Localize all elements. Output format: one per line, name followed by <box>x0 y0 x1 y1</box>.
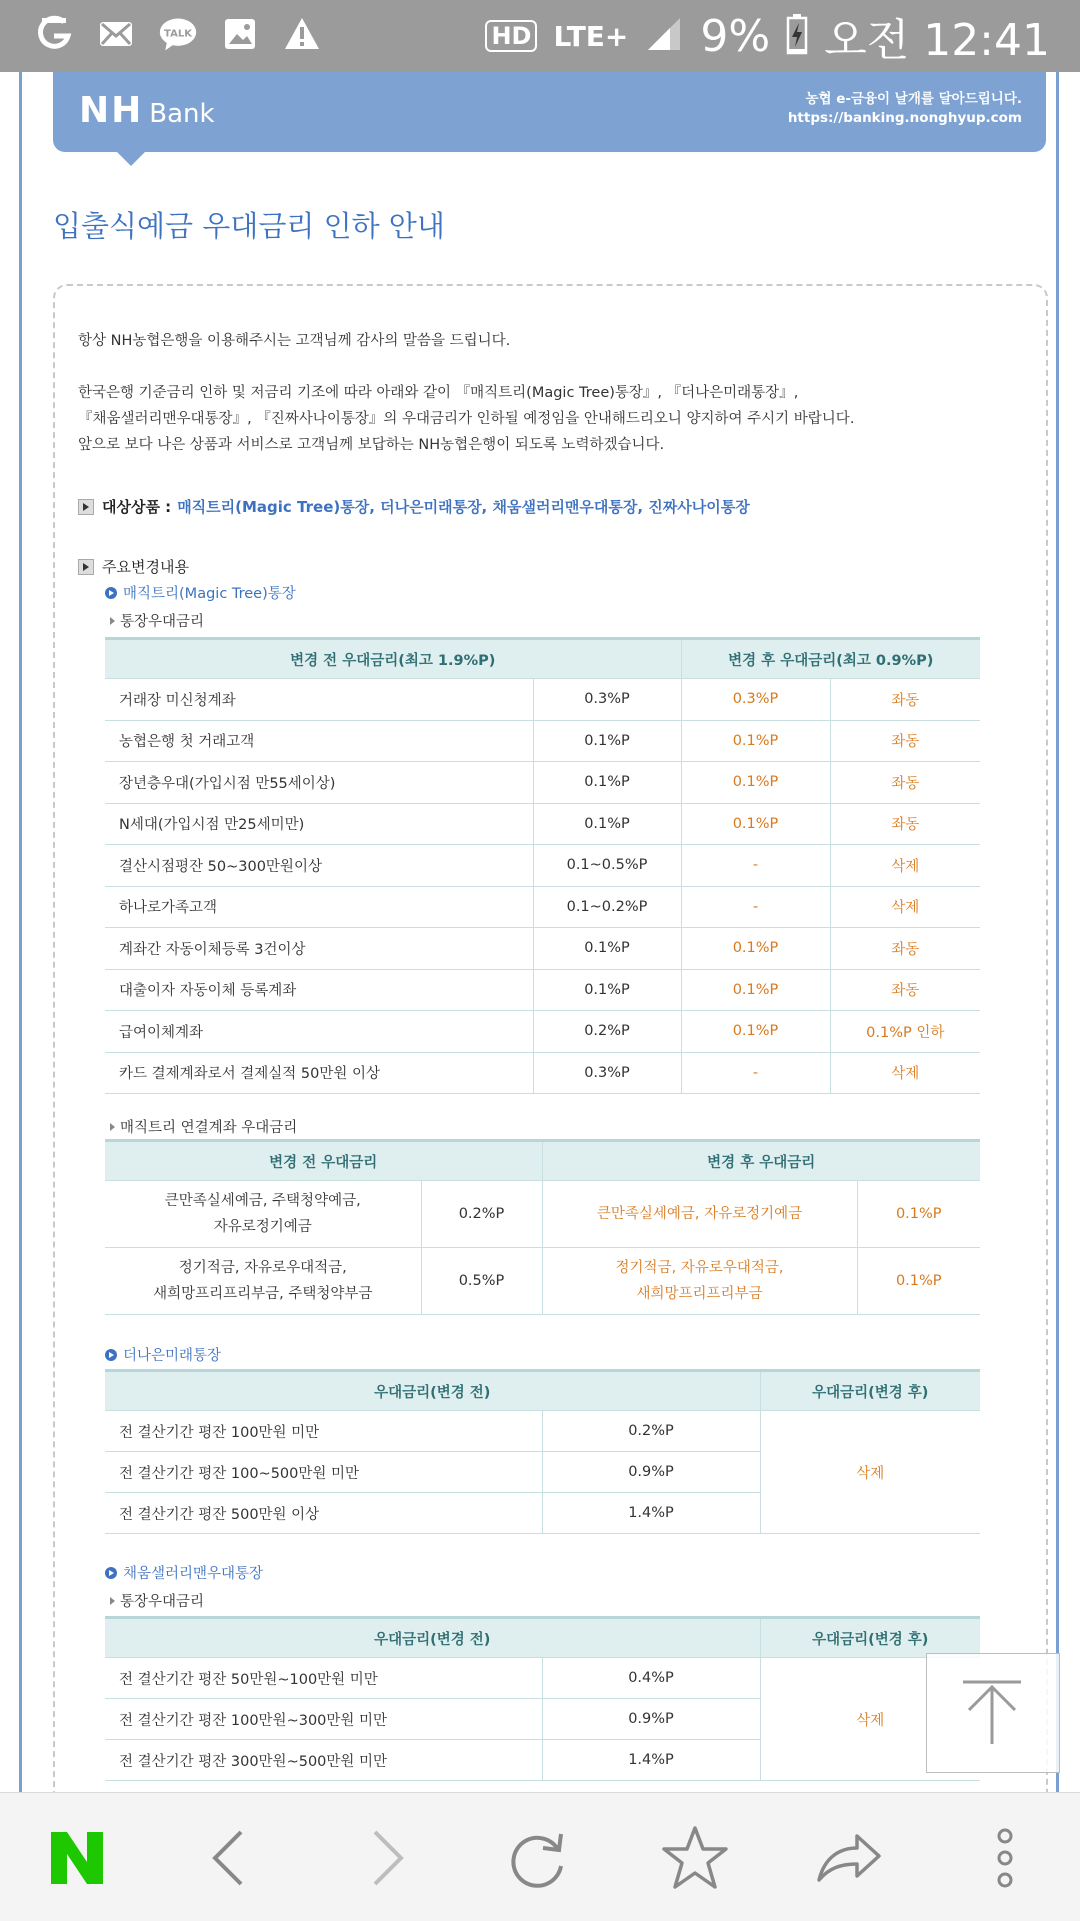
item-cell: 농협은행 첫 거래고객 <box>105 720 533 762</box>
rate-cell: 0.2%P <box>542 1411 760 1452</box>
after-value-cell: 삭제 <box>760 1411 980 1534</box>
intro-line-2: 한국은행 기준금리 인하 및 저금리 기조에 따라 아래와 같이 『매직트리(Magic Tree)통장』, 『더나은미래통장』, <box>78 385 799 401</box>
status-cell: 좌동 <box>830 928 980 970</box>
magic-tree-linked-table <box>105 1139 980 1315</box>
item-cell: 전 결산기간 평잔 300만원~500만원 미만 <box>105 1740 542 1781</box>
table-row <box>105 762 980 804</box>
after-rate-cell: 0.1%P <box>681 928 830 970</box>
after-products-cell <box>542 1248 857 1315</box>
status-cell: 좌동 <box>830 969 980 1011</box>
item-cell: 전 결산기간 평잔 100~500만원 미만 <box>105 1452 542 1493</box>
table-row <box>105 969 980 1011</box>
logo-bank: Bank <box>149 99 215 129</box>
before-products-cell <box>105 1181 421 1248</box>
table-row <box>105 1011 980 1053</box>
sm-header-before: 우대금리(변경 전) <box>105 1618 760 1658</box>
naver-n-icon[interactable] <box>42 1823 112 1893</box>
after-products-cell <box>542 1181 857 1248</box>
item-cell: 하나로가족고객 <box>105 886 533 928</box>
item-cell: 전 결산기간 평잔 100만원~300만원 미만 <box>105 1699 542 1740</box>
target-products-list: 매직트리(Magic Tree)통장, 더나은미래통장, 채움샐러리맨우대통장, 진짜사나이통장 <box>177 498 750 516</box>
before-products-line: 자유로정기예금 <box>213 1219 312 1235</box>
status-cell: 좌동 <box>830 803 980 845</box>
table-row <box>105 1181 980 1248</box>
item-cell: 카드 결제계좌로서 결제실적 50만원 이상 <box>105 1052 533 1094</box>
rate-cell: 0.4%P <box>542 1658 760 1699</box>
item-cell: 전 결산기간 평잔 500만원 이상 <box>105 1493 542 1534</box>
item-cell: 전 결산기간 평잔 50만원~100만원 미만 <box>105 1658 542 1699</box>
main-changes-heading <box>78 556 189 577</box>
nh-bank-logo[interactable] <box>79 90 215 131</box>
bullet-arrow-icon <box>78 499 94 515</box>
better-future-heading <box>105 1344 221 1365</box>
status-cell: 삭제 <box>830 886 980 928</box>
after-rate-cell: 0.1%P <box>681 720 830 762</box>
table-header-row <box>105 639 980 679</box>
table-row <box>105 1052 980 1094</box>
browser-toolbar <box>0 1792 1080 1921</box>
after-rate-cell: - <box>681 1052 830 1094</box>
banner-url[interactable]: https://banking.nonghyup.com <box>787 110 1022 126</box>
magic-tree-rate-table <box>105 637 980 1094</box>
status-cell: 좌동 <box>830 720 980 762</box>
item-cell: 장년층우대(가입시점 만55세이상) <box>105 762 533 804</box>
table-row <box>105 928 980 970</box>
scroll-to-top-button[interactable] <box>926 1653 1060 1773</box>
rate-cell: 1.4%P <box>542 1740 760 1781</box>
frame-border-left <box>19 72 22 1792</box>
triangle-bullet-icon <box>110 617 115 625</box>
after-rate-cell: 0.1%P <box>857 1248 980 1315</box>
salaryman-title: 채움샐러리맨우대통장 <box>123 1566 264 1582</box>
salaryman-table <box>105 1616 980 1781</box>
banner-tagline <box>788 90 1022 128</box>
status-bar <box>0 0 1080 72</box>
salaryman-account-rate-heading <box>110 1590 204 1611</box>
after-value-cell: 삭제 <box>760 1658 980 1781</box>
bookmark-star-icon[interactable] <box>660 1823 730 1893</box>
target-products-label: 대상상품 : <box>102 498 172 516</box>
bf-header-after: 우대금리(변경 후) <box>760 1371 980 1411</box>
forward-icon[interactable] <box>350 1823 420 1893</box>
hd-icon: HD <box>485 20 537 52</box>
after-products-line: 정기적금, 자유로우대적금, <box>615 1260 784 1276</box>
intro-line-1: 항상 NH농협은행을 이용해주시는 고객님께 감사의 말씀을 드립니다. <box>78 333 511 349</box>
bullet-arrow-icon <box>78 559 94 575</box>
table-row <box>105 679 980 721</box>
before-rate-cell: 0.1%P <box>533 762 681 804</box>
circle-arrow-icon <box>105 1349 117 1361</box>
table-header-row <box>105 1618 980 1658</box>
table-row <box>105 720 980 762</box>
better-future-table <box>105 1369 980 1534</box>
table-row <box>105 803 980 845</box>
triangle-bullet-icon <box>110 1123 115 1131</box>
status-cell: 삭제 <box>830 845 980 887</box>
svg-text:TALK: TALK <box>164 28 192 40</box>
before-rate-cell: 0.1%P <box>533 720 681 762</box>
after-rate-cell: 0.3%P <box>681 679 830 721</box>
after-products-line: 새희망프리프리부금 <box>636 1286 763 1302</box>
after-rate-cell: 0.1%P <box>681 762 830 804</box>
salaryman-account-rate-label: 통장우대금리 <box>120 1594 205 1610</box>
after-rate-cell: 0.1%P <box>857 1181 980 1248</box>
circle-arrow-icon <box>105 587 117 599</box>
rate-cell: 0.9%P <box>542 1452 760 1493</box>
circle-arrow-icon <box>105 1567 117 1579</box>
intro-line-4: 앞으로 보다 나은 상품과 서비스로 고객님께 보답하는 NH농협은행이 되도록 노력하겠습니다. <box>78 437 665 453</box>
status-cell: 삭제 <box>830 1052 980 1094</box>
system-indicators <box>485 6 1050 66</box>
g-icon <box>34 14 74 54</box>
target-products <box>78 496 750 517</box>
before-products-cell <box>105 1248 421 1315</box>
before-products-line: 정기적금, 자유로우대적금, <box>178 1260 347 1276</box>
item-cell: 계좌간 자동이체등록 3건이상 <box>105 928 533 970</box>
after-rate-cell: 0.1%P <box>681 803 830 845</box>
item-cell: N세대(가입시점 만25세미만) <box>105 803 533 845</box>
clock: 오전 12:41 <box>824 15 1050 66</box>
rate-cell: 1.4%P <box>542 1493 760 1534</box>
before-rate-cell: 0.3%P <box>533 679 681 721</box>
nh-bank-banner <box>53 72 1046 152</box>
before-rate-cell: 0.1%P <box>533 928 681 970</box>
header-before: 변경 전 우대금리(최고 1.9%P) <box>105 639 681 679</box>
notification-icons <box>34 14 322 54</box>
magic-tree-heading <box>105 582 296 603</box>
more-icon[interactable] <box>970 1823 1040 1893</box>
battery-icon <box>786 13 808 59</box>
header-after: 변경 후 우대금리(최고 0.9%P) <box>681 639 980 679</box>
linked-label: 매직트리 연결계좌 우대금리 <box>120 1120 298 1136</box>
page-title: 입출식예금 우대금리 인하 안내 <box>53 209 445 243</box>
intro-text <box>78 328 1018 458</box>
before-rate-cell: 0.1~0.5%P <box>533 845 681 887</box>
magic-tree-title: 매직트리(Magic Tree)통장 <box>123 586 296 602</box>
sm-header-after: 우대금리(변경 후) <box>760 1618 980 1658</box>
status-cell: 좌동 <box>830 762 980 804</box>
lte-icon: LTE+ <box>553 19 629 53</box>
after-products-line: 큰만족실세예금, 자유로정기예금 <box>596 1206 803 1222</box>
after-rate-cell: - <box>681 886 830 928</box>
tagline-text: 농협 e-금융이 날개를 달아드립니다. <box>805 91 1022 107</box>
mail-icon <box>96 14 136 54</box>
battery-percent: 9% <box>700 10 771 62</box>
table-row <box>105 1248 980 1315</box>
linked-header-after: 변경 후 우대금리 <box>542 1141 980 1181</box>
table-row <box>105 1411 980 1452</box>
table-header-row <box>105 1141 980 1181</box>
before-rate-cell: 0.5%P <box>421 1248 542 1315</box>
after-rate-cell: - <box>681 845 830 887</box>
before-products-line: 큰만족실세예금, 주택청약예금, <box>164 1193 361 1209</box>
before-rate-cell: 0.2%P <box>421 1181 542 1248</box>
frame-border-right <box>1056 72 1059 1792</box>
after-rate-cell: 0.1%P <box>681 1011 830 1053</box>
table-header-row <box>105 1371 980 1411</box>
web-content[interactable] <box>0 72 1080 1792</box>
warning-icon <box>282 14 322 54</box>
magic-tree-linked-heading <box>110 1116 297 1137</box>
before-rate-cell: 0.1~0.2%P <box>533 886 681 928</box>
back-icon[interactable] <box>196 1823 266 1893</box>
triangle-bullet-icon <box>110 1597 115 1605</box>
account-rate-label: 통장우대금리 <box>120 614 205 630</box>
before-rate-cell: 0.1%P <box>533 969 681 1011</box>
before-rate-cell: 0.3%P <box>533 1052 681 1094</box>
bf-header-before: 우대금리(변경 전) <box>105 1371 760 1411</box>
table-row <box>105 845 980 887</box>
main-changes-label: 주요변경내용 <box>102 558 189 576</box>
table-row <box>105 886 980 928</box>
item-cell: 거래장 미신청계좌 <box>105 679 533 721</box>
item-cell: 대출이자 자동이체 등록계좌 <box>105 969 533 1011</box>
linked-header-before: 변경 전 우대금리 <box>105 1141 542 1181</box>
image-icon <box>220 14 260 54</box>
before-rate-cell: 0.1%P <box>533 803 681 845</box>
signal-icon <box>644 14 684 58</box>
intro-line-3: 『채움샐러리맨우대통장』, 『진짜사나이통장』의 우대금리가 인하될 예정임을 안내해드리오니 양지하여 주시기 바랍니다. <box>78 411 855 427</box>
before-rate-cell: 0.2%P <box>533 1011 681 1053</box>
salaryman-heading <box>105 1562 263 1583</box>
magic-tree-account-rate-heading <box>110 610 204 631</box>
better-future-title: 더나은미래통장 <box>123 1348 222 1364</box>
item-cell: 급여이체계좌 <box>105 1011 533 1053</box>
talk-icon <box>158 14 198 54</box>
banner-pointer <box>117 152 145 166</box>
status-cell: 0.1%P 인하 <box>830 1011 980 1053</box>
reload-icon[interactable] <box>504 1823 574 1893</box>
status-cell: 좌동 <box>830 679 980 721</box>
logo-nh: NH <box>79 90 144 131</box>
table-row <box>105 1658 980 1699</box>
after-rate-cell: 0.1%P <box>681 969 830 1011</box>
item-cell: 결산시점평잔 50~300만원이상 <box>105 845 533 887</box>
share-icon[interactable] <box>814 1823 884 1893</box>
rate-cell: 0.9%P <box>542 1699 760 1740</box>
item-cell: 전 결산기간 평잔 100만원 미만 <box>105 1411 542 1452</box>
before-products-line: 새희망프리프리부금, 주택청약부금 <box>153 1286 373 1302</box>
